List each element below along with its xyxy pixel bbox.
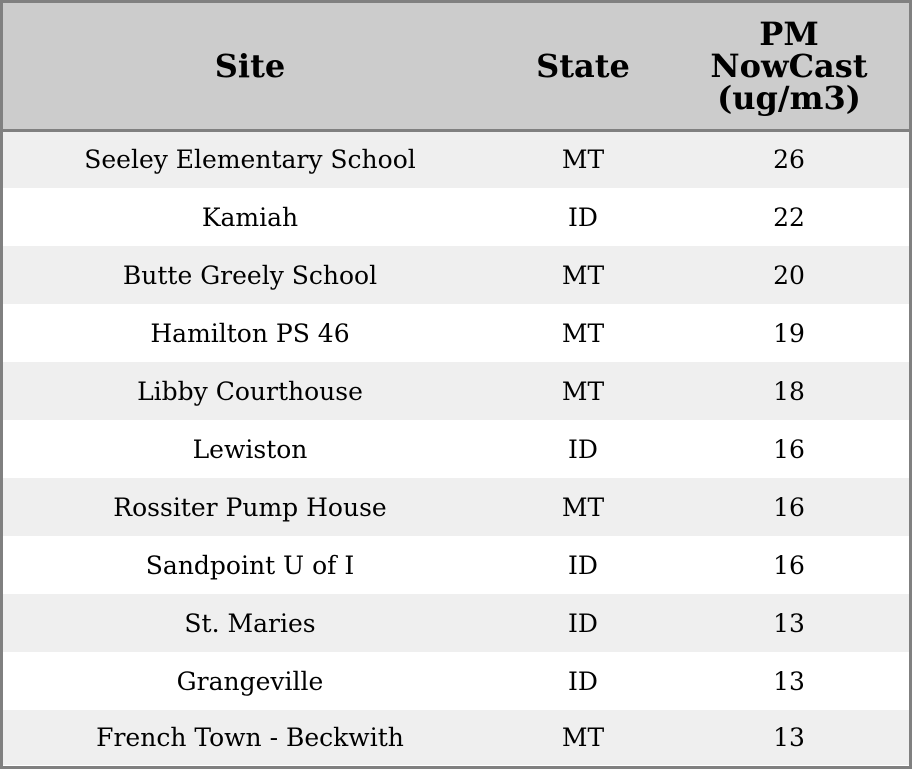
pm-header-line-1: PM <box>759 14 819 53</box>
table-row <box>3 130 909 188</box>
state-column-header: State <box>497 3 669 130</box>
pm-value-cell: 16 <box>773 434 805 464</box>
site-cell: St. Maries <box>184 608 316 638</box>
site-cell: Butte Greely School <box>122 260 378 290</box>
table-row <box>3 420 909 478</box>
site-cell: Kamiah <box>201 202 299 232</box>
table-body <box>3 130 909 765</box>
table-row <box>3 304 909 362</box>
state-cell: MT <box>561 492 605 522</box>
table-row <box>3 652 909 710</box>
table-row <box>3 246 909 304</box>
state-cell: MT <box>561 318 605 348</box>
pm-value-cell: 26 <box>773 145 805 175</box>
state-cell: ID <box>568 202 598 232</box>
site-cell: Rossiter Pump House <box>113 492 387 522</box>
pm-value-cell: 13 <box>773 608 805 638</box>
pm-header-line-2: NowCast <box>710 46 868 85</box>
site-column-header: Site <box>3 3 497 130</box>
site-cell: Grangeville <box>176 666 324 696</box>
site-cell: French Town - Beckwith <box>96 723 404 752</box>
site-cell: Libby Courthouse <box>137 376 363 406</box>
pm-value-cell: 16 <box>773 492 805 522</box>
site-cell: Sandpoint U of I <box>145 550 355 580</box>
state-cell: ID <box>568 666 598 696</box>
state-cell: MT <box>561 723 605 752</box>
pm-value-cell: 19 <box>773 318 805 348</box>
pm-value-cell: 22 <box>773 202 805 232</box>
pm-column-header <box>669 3 909 130</box>
pm-value-cell: 13 <box>773 666 805 696</box>
pm-value-cell: 20 <box>773 260 805 290</box>
state-cell: MT <box>561 260 605 290</box>
state-cell: ID <box>568 608 598 638</box>
table-row <box>3 594 909 652</box>
table-row <box>3 362 909 420</box>
pm-value-cell: 18 <box>773 376 805 406</box>
state-cell: MT <box>561 376 605 406</box>
table-row <box>3 536 909 594</box>
state-cell: ID <box>568 434 598 464</box>
state-cell: MT <box>561 145 605 175</box>
table-row <box>3 710 909 765</box>
table-row <box>3 188 909 246</box>
pm-header-line-3: (ug/m3) <box>717 78 861 117</box>
pm-value-cell: 16 <box>773 550 805 580</box>
site-cell: Hamilton PS 46 <box>150 318 350 348</box>
state-cell: ID <box>568 550 598 580</box>
pm-value-cell: 13 <box>773 723 805 752</box>
table-row <box>3 478 909 536</box>
header-row <box>3 3 909 130</box>
pm-nowcast-table <box>3 3 909 765</box>
site-cell: Seeley Elementary School <box>84 145 416 175</box>
site-cell: Lewiston <box>192 434 308 464</box>
